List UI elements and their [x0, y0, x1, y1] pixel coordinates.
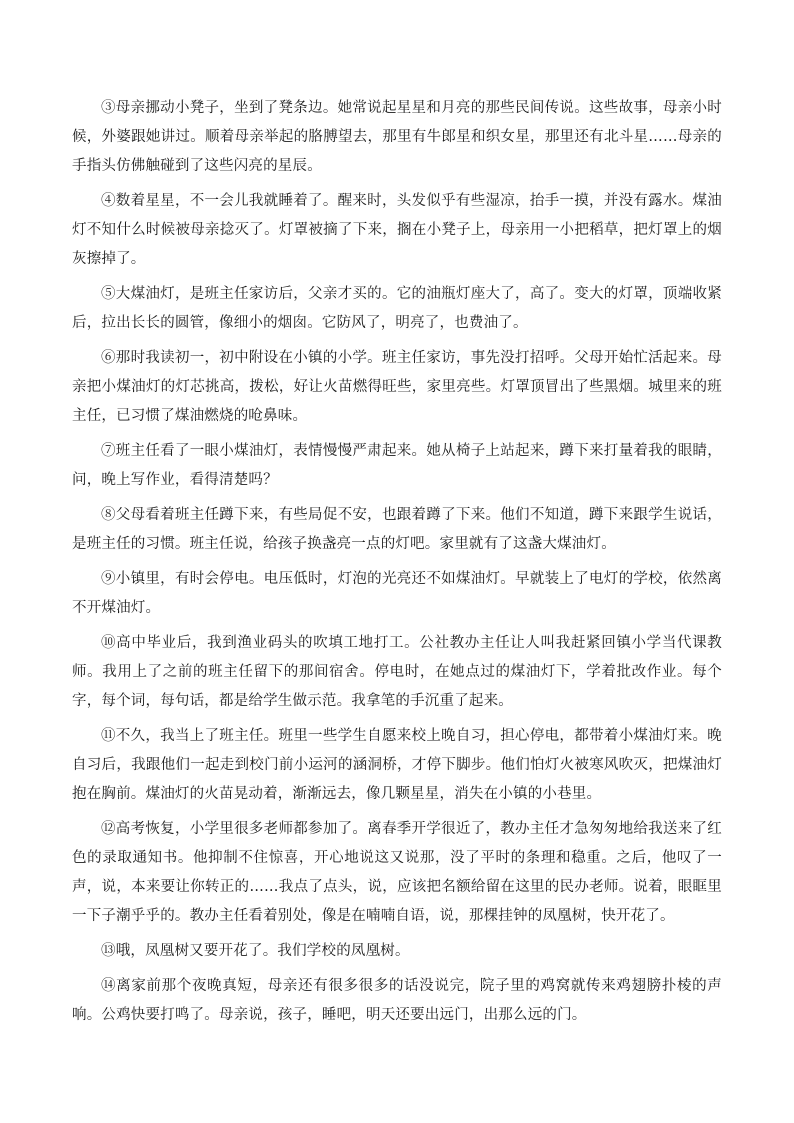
- paragraph-13: ⑬哦，凤凰树又要开花了。我们学校的凤凰树。: [101, 943, 410, 959]
- article-body: [72, 94, 722, 1036]
- paragraph-10: ⑩高中毕业后，我到渔业码头的吹填工地打工。公社教办主任让人叫我赶紧回镇小学当代课教师。我用上了之前的班主任留下的那间宿舍。停电时，在她点过的煤油灯下，学着批改作业。每个字，每个词，每句话，都是给学生做示范。我拿笔的手沉重了起来。: [72, 635, 722, 709]
- paragraph-8: ⑧父母看着班主任蹲下来，有些局促不安，也跟着蹲了下来。他们不知道，蹲下来跟学生说话，是班主任的习惯。班主任说，给孩子换盏亮一点的灯吧。家里就有了这盏大煤油灯。: [72, 507, 722, 552]
- paragraph-7: ⑦班主任看了一眼小煤油灯，表情慢慢严肃起来。她从椅子上站起来，蹲下来打量着我的眼睛，问，晚上写作业，看得清楚吗？: [72, 443, 722, 488]
- paragraph-9: ⑨小镇里，有时会停电。电压低时，灯泡的光亮还不如煤油灯。早就装上了电灯的学校，依然离不开煤油灯。: [72, 571, 722, 616]
- paragraph-5: ⑤大煤油灯，是班主任家访后，父亲才买的。它的油瓶灯座大了，高了。变大的灯罩，顶端收紧后，拉出长长的圆管，像细小的烟囱。它防风了，明亮了，也费油了。: [72, 286, 722, 331]
- paragraph-3: ③母亲挪动小凳子，坐到了凳条边。她常说起星星和月亮的那些民间传说。这些故事，母亲小时候，外婆跟她讲过。顺着母亲举起的胳膊望去，那里有牛郎星和织女星，那里还有北斗星……母亲的手指头仿佛触碰到了这些闪亮的星辰。: [72, 100, 722, 174]
- paragraph-14: ⑭离家前那个夜晚真短，母亲还有很多很多的话没说完，院子里的鸡窝就传来鸡翅膀扑棱的声响。公鸡快要打鸣了。母亲说，孩子，睡吧，明天还要出远门，出那么远的门。: [72, 978, 722, 1023]
- paragraph-11: ⑪不久，我当上了班主任。班里一些学生自愿来校上晚自习，担心停电，都带着小煤油灯来。晚自习后，我跟他们一起走到校门前小运河的涵洞桥，才停下脚步。他们怕灯火被寒风吹灭，把煤油灯抱在胸前。煤油灯的火苗晃动着，渐渐远去，像几颗星星，消失在小镇的小巷里。: [72, 728, 722, 802]
- paragraph-6: ⑥那时我读初一，初中附设在小镇的小学。班主任家访，事先没打招呼。父母开始忙活起来。母亲把小煤油灯的灯芯挑高，拨松，好让火苗燃得旺些，家里亮些。灯罩顶冒出了些黑烟。城里来的班主任，已习惯了煤油燃烧的呛鼻味。: [72, 350, 722, 424]
- paragraph-4: ④数着星星，不一会儿我就睡着了。醒来时，头发似乎有些湿凉，抬手一摸，并没有露水。煤油灯不知什么时候被母亲捻灭了。灯罩被摘了下来，搁在小凳子上，母亲用一小把稻草，把灯罩上的烟灰擦掉了。: [72, 193, 722, 267]
- paragraph-12: ⑫高考恢复，小学里很多老师都参加了。离春季开学很近了，教办主任才急匆匆地给我送来了红色的录取通知书。他抑制不住惊喜，开心地说这又说那，没了平时的条理和稳重。之后，他叹了一声，说，本来要让你转正的……我点了点头，说，应该把名额给留在这里的民办老师。说着，眼眶里一下子潮乎乎的。教办主任看着别处，像是在喃喃自语，说，那棵挂钟的凤凰树，快开花了。: [72, 821, 722, 924]
